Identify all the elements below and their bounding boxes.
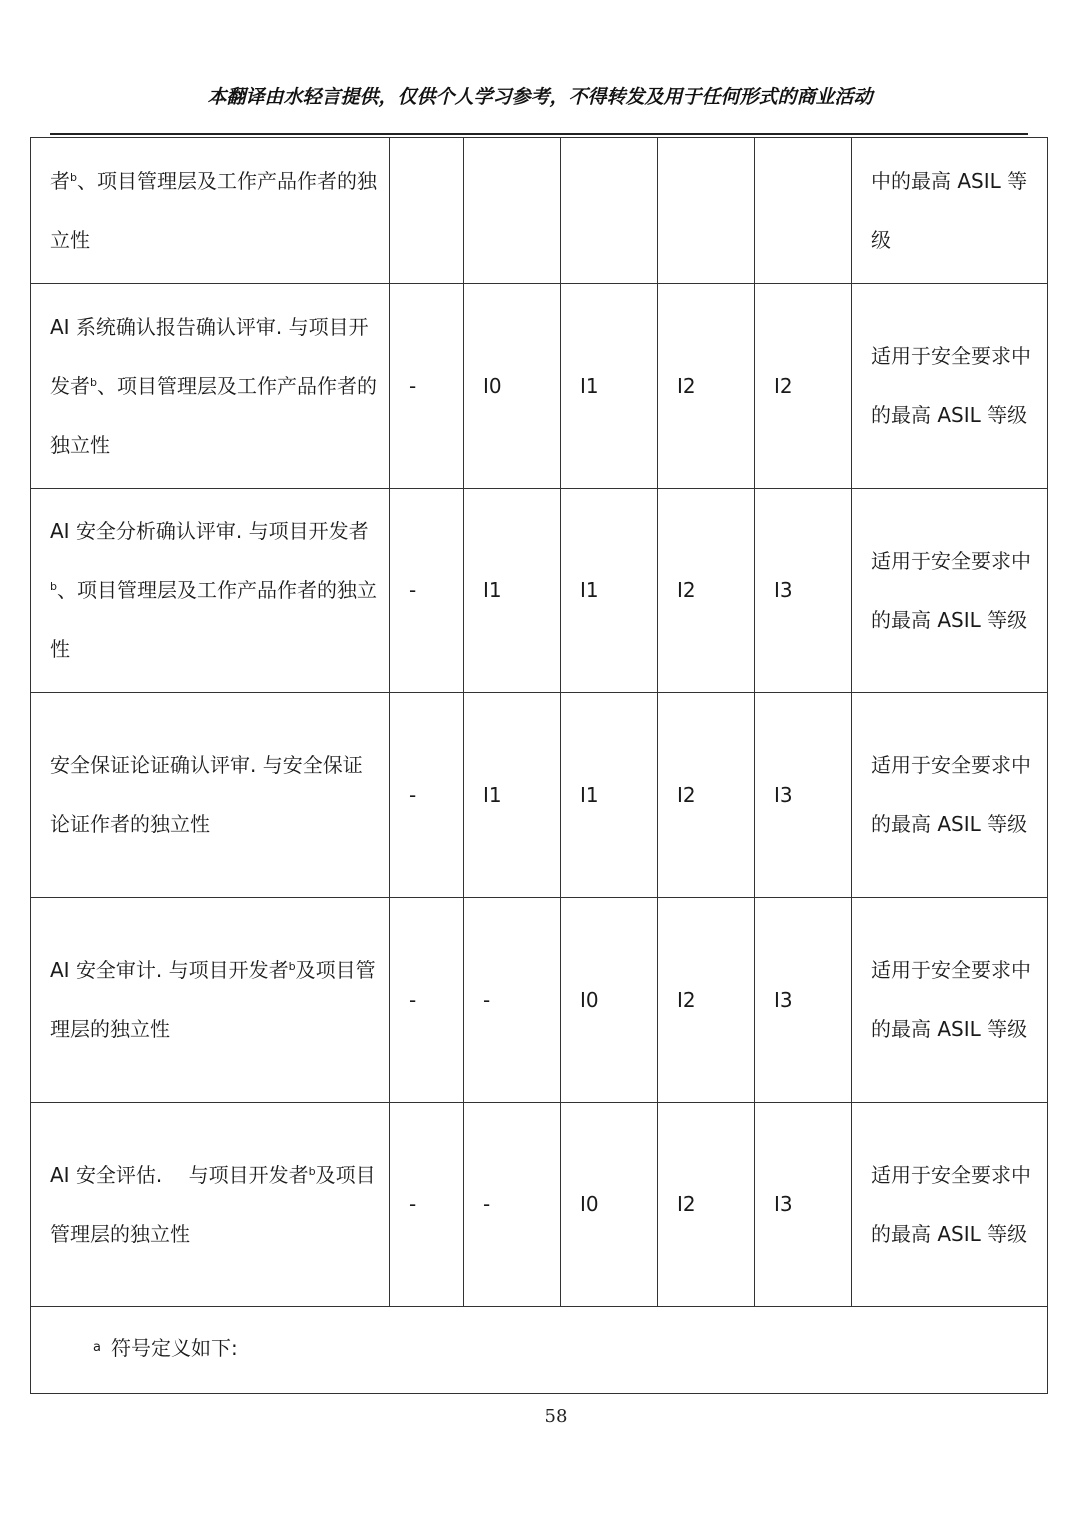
row-description: AI 安全评估. 与项目开发者$^b$及项目管理层的独立性 [31,1103,390,1307]
value-cell: - [464,1103,561,1307]
value-cell: I1 [561,284,658,489]
value-cell [561,138,658,284]
table-row [31,489,1048,693]
note-cell: 适用于安全要求中的最高 ASIL 等级 [852,898,1048,1103]
value-cell: I3 [755,898,852,1103]
footnote-text: 符号定义如下: [110,1336,238,1360]
value-cell: I2 [658,284,755,489]
page-header: 本翻译由水轻言提供，仅供个人学习参考，不得转发及用于任何形式的商业活动 [207,86,873,108]
value-cell: I2 [658,489,755,693]
table-row [31,284,1048,489]
row-description: 安全保证论证确认评审. 与安全保证论证作者的独立性 [31,693,390,898]
row-description: AI 安全审计. 与项目开发者$^b$及项目管理层的独立性 [31,898,390,1103]
value-cell: I2 [755,284,852,489]
independence-table [30,137,1048,1394]
footnote-cell [31,1307,1048,1394]
value-cell: I3 [755,693,852,898]
value-cell: I2 [658,693,755,898]
footnote-marker: a [93,1340,101,1355]
note-cell: 适用于安全要求中的最高 ASIL 等级 [852,693,1048,898]
value-cell: I2 [658,898,755,1103]
table-row [31,693,1048,898]
note-cell: 适用于安全要求中的最高 ASIL 等级 [852,489,1048,693]
table-row [31,138,1048,284]
note-cell: 中的最高 ASIL 等级 [852,138,1048,284]
value-cell: - [390,1103,464,1307]
header-rule [50,133,1028,135]
table-row [31,1103,1048,1307]
footnote-row [31,1307,1048,1394]
value-cell: I0 [561,898,658,1103]
table-row [31,898,1048,1103]
value-cell: - [390,693,464,898]
value-cell [464,138,561,284]
row-description: 者$^b$、项目管理层及工作产品作者的独立性 [31,138,390,284]
row-description: AI 安全分析确认评审. 与项目开发者$^b$、项目管理层及工作产品作者的独立性 [31,489,390,693]
value-cell: - [390,489,464,693]
value-cell: I1 [464,489,561,693]
page-number: 58 [544,1406,568,1427]
value-cell: - [390,284,464,489]
value-cell: I1 [464,693,561,898]
value-cell: I1 [561,693,658,898]
value-cell: I3 [755,489,852,693]
value-cell: I0 [561,1103,658,1307]
value-cell: I3 [755,1103,852,1307]
value-cell [658,138,755,284]
value-cell [390,138,464,284]
row-description: AI 系统确认报告确认评审. 与项目开发者$^b$、项目管理层及工作产品作者的独立性 [31,284,390,489]
value-cell: - [464,898,561,1103]
value-cell: I0 [464,284,561,489]
value-cell: - [390,898,464,1103]
note-cell: 适用于安全要求中的最高 ASIL 等级 [852,284,1048,489]
value-cell [755,138,852,284]
value-cell: I1 [561,489,658,693]
value-cell: I2 [658,1103,755,1307]
note-cell: 适用于安全要求中的最高 ASIL 等级 [852,1103,1048,1307]
